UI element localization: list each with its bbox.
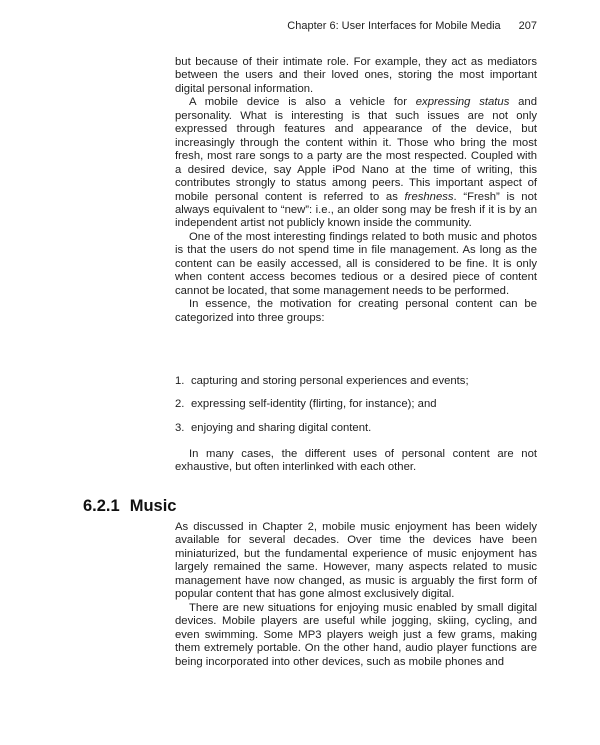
emphasis-text: expressing status [415, 96, 510, 109]
section-heading [83, 497, 176, 516]
text-run: and personality. What is interesting is that such issues are not only expressed through features and appearance of the device, but increasingly through the content within it. Those who bring the most fresh, most rare songs to a party are the most respected. Coupled with a desired device, say Apple iPod Nano at the time of writing, this contributes strongly to status among peers. This important aspect of mobile personal content is referred to as [175, 96, 537, 203]
text-run: One of the most interesting findings related to both music and photos is that the users do not spend time in file management. As long as the content can be easily accessed, all is considered to be fine. It is only when content access becomes tedious or a desired piece of content cannot be located, that some management needs to be performed. [175, 230, 537, 297]
list-text: expressing self-identity (flirting, for instance); and [191, 398, 437, 411]
text-run: . “Fresh” is not always equivalent to “new”: i.e., an older song may be fresh if it is by an independent artist not publicly known inside the community. [175, 190, 537, 230]
paragraph [175, 231, 537, 298]
list-item [175, 398, 537, 411]
paragraph [175, 602, 537, 669]
body-text-after-list [175, 448, 537, 475]
section-number: 6.2.1 [83, 497, 120, 515]
list-text: enjoying and sharing digital content. [191, 421, 372, 434]
emphasis-text: freshness [404, 190, 454, 203]
text-run: but because of their intimate role. For example, they act as mediators between the users and their loved ones, storing the most important digital personal information. [175, 56, 537, 95]
section-title: Music [129, 497, 177, 515]
running-header [175, 20, 537, 32]
list-number: 1. [175, 375, 185, 387]
page-number: 207 [518, 20, 537, 32]
body-text-top [175, 56, 537, 325]
text-run: In many cases, the different uses of personal content are not exhaustive, but often interlinked with each other. [175, 448, 537, 474]
list-number: 2. [175, 398, 185, 411]
paragraph [175, 96, 537, 231]
body-text-music [175, 521, 537, 669]
text-run: There are new situations for enjoying music enabled by small digital devices. Mobile players are useful while jogging, skiing, cycling, and even swimming. Some MP3 players weigh just a few grams, making them extremely portable. On the other hand, audio player functions are being incorporated into other devices, such as mobile phones and [175, 601, 537, 668]
paragraph [175, 521, 537, 602]
text-run: As discussed in Chapter 2, mobile music enjoyment has been widely available for several decades. Over time the devices have been miniaturized, but the fundamental experience of music enjoyment has largely remained the same. However, many aspects related to music management have now changed, as music is arguably the first form of popular content that has gone almost exclusively digital. [175, 521, 537, 601]
list-text: capturing and storing personal experiences and events; [191, 375, 469, 387]
list-number: 3. [175, 421, 185, 434]
list-item [175, 375, 537, 388]
paragraph [175, 448, 537, 475]
paragraph [175, 298, 537, 325]
list-item [175, 422, 537, 435]
paragraph [175, 56, 537, 96]
chapter-title: Chapter 6: User Interfaces for Mobile Media [287, 20, 501, 32]
text-run: A mobile device is also a vehicle for [189, 96, 416, 109]
text-run: In essence, the motivation for creating personal content can be categorized into three groups: [175, 298, 537, 324]
motivation-list [175, 375, 537, 445]
